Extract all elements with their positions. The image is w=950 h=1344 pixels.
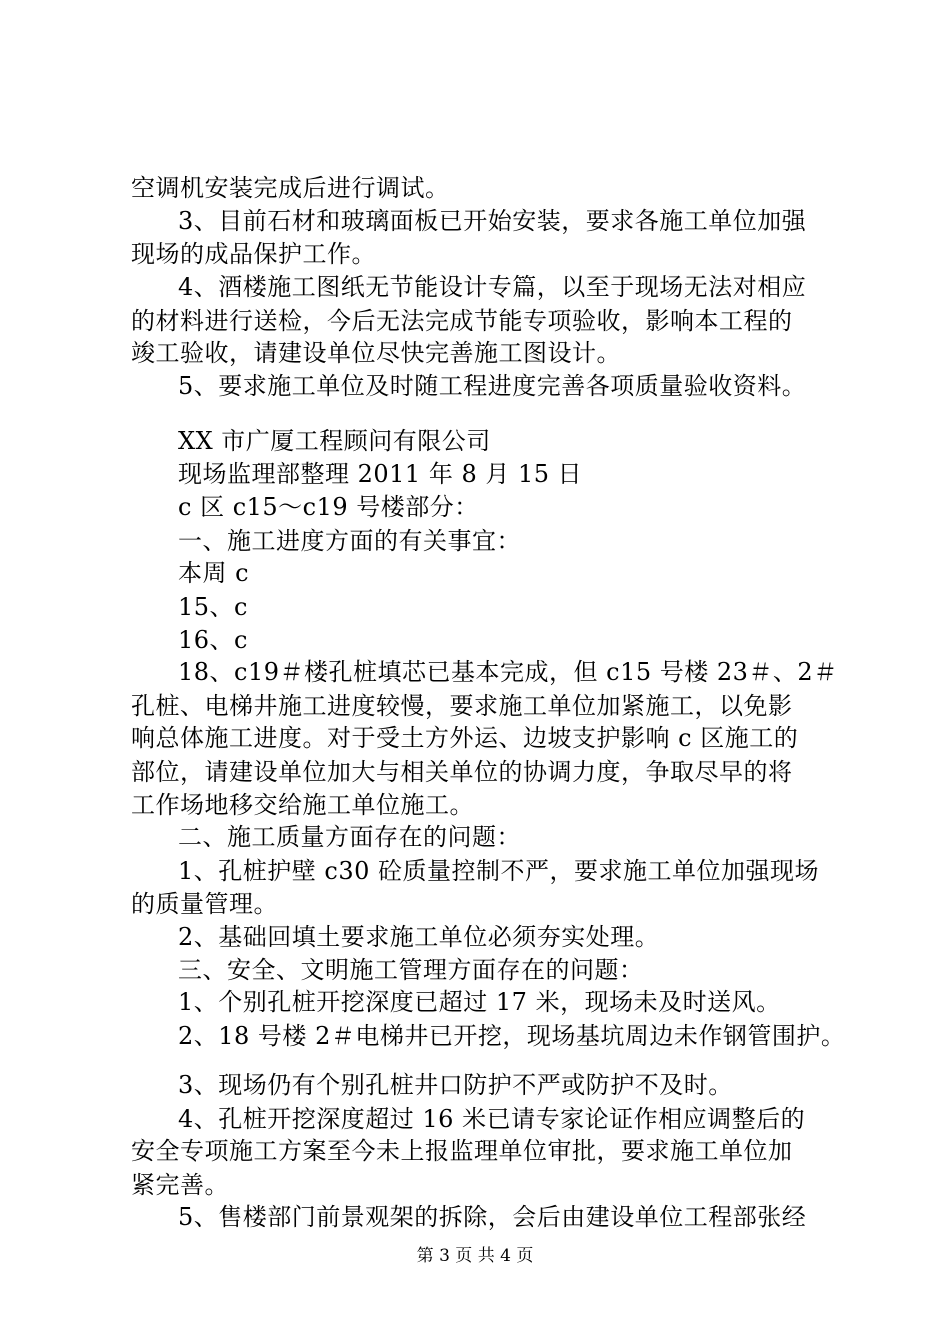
text-line: 的质量管理。: [131, 890, 278, 919]
text-line: 5、要求施工单位及时随工程进度完善各项质量验收资料。: [178, 372, 807, 401]
text-line: 紧完善。: [131, 1170, 229, 1199]
text-line: 工作场地移交给施工单位施工。: [131, 790, 474, 819]
text-line: 孔桩、电梯井施工进度较慢，要求施工单位加紧施工，以免影: [131, 691, 793, 720]
text-line: 5、售楼部门前景观架的拆除，会后由建设单位工程部张经: [178, 1203, 807, 1232]
section-heading: 一、施工进度方面的有关事宜：: [178, 526, 521, 555]
text-line: 响总体施工进度。对于受土方外运、边坡支护影响 c 区施工的: [131, 724, 799, 753]
text-line: 18、c19＃楼孔桩填芯已基本完成，但 c15 号楼 23＃、2＃: [178, 658, 838, 687]
text-line: 安全专项施工方案至今未上报监理单位审批，要求施工单位加: [131, 1137, 793, 1166]
text-line: 1、孔桩护壁 c30 砼质量控制不严，要求施工单位加强现场: [178, 856, 820, 885]
text-line: 本周 c: [178, 559, 250, 588]
text-line: 15、c: [178, 592, 248, 621]
page-footer: 第 3 页 共 4 页: [416, 1246, 534, 1266]
section-heading: 二、施工质量方面存在的问题：: [178, 823, 521, 852]
text-line: 16、c: [178, 625, 248, 654]
text-line: 部位，请建设单位加大与相关单位的协调力度，争取尽早的将: [131, 757, 793, 786]
text-line: 1、个别孔桩开挖深度已超过 17 米，现场未及时送风。: [178, 988, 781, 1017]
text-line: 3、目前石材和玻璃面板已开始安装，要求各施工单位加强: [178, 207, 807, 236]
text-line: 空调机安装完成后进行调试。: [131, 174, 450, 202]
section-heading: c 区 c15～c19 号楼部分：: [178, 493, 479, 522]
text-line: 2、基础回填土要求施工单位必须夯实处理。: [178, 922, 660, 951]
text-line: 竣工验收，请建设单位尽快完善施工图设计。: [131, 339, 621, 368]
text-line: 的材料进行送检，今后无法完成节能专项验收，影响本工程的: [131, 306, 793, 335]
text-line: 现场的成品保护工作。: [131, 239, 376, 268]
author-date: 现场监理部整理 2011 年 8 月 15 日: [178, 459, 583, 488]
text-line: 4、酒楼施工图纸无节能设计专篇，以至于现场无法对相应: [178, 273, 807, 302]
company-name: XX 市广厦工程顾问有限公司: [178, 427, 491, 456]
text-line: 2、18 号楼 2＃电梯井已开挖，现场基坑周边未作钢管围护。: [178, 1021, 846, 1050]
section-heading: 三、安全、文明施工管理方面存在的问题：: [178, 956, 644, 984]
text-line: 3、现场仍有个别孔桩井口防护不严或防护不及时。: [178, 1071, 733, 1100]
text-line: 4、孔桩开挖深度超过 16 米已请专家论证作相应调整后的: [178, 1104, 806, 1133]
